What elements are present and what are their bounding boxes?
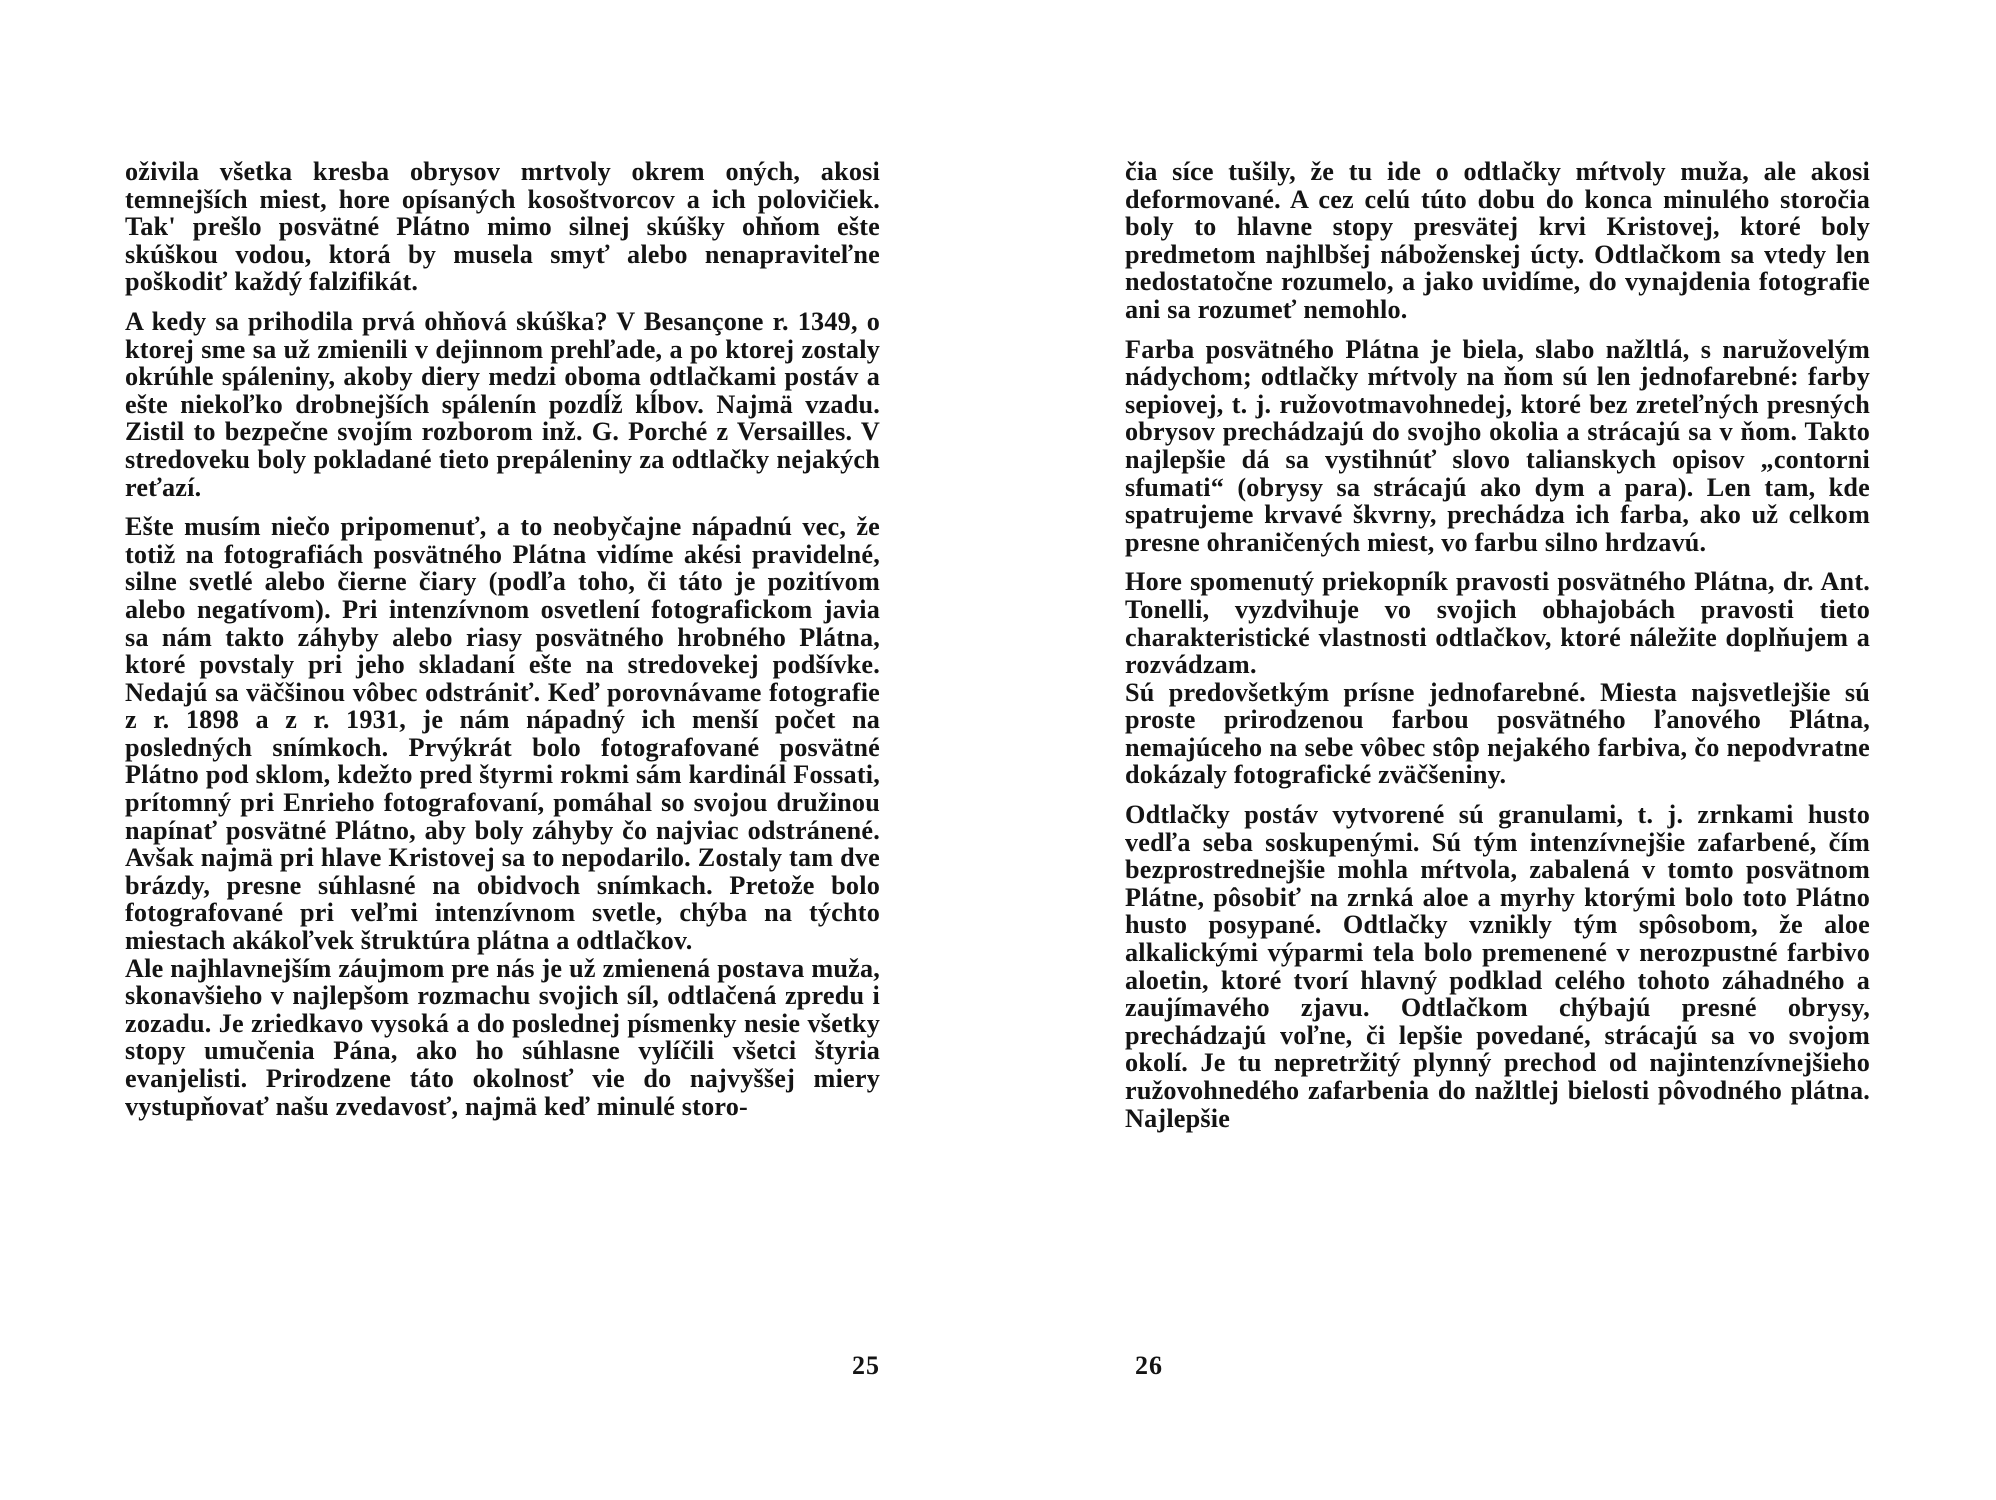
right-paragraph-2: Farba posvätného Plátna je biela, slabo nažltlá, s naružovelým nádychom; odtlačky mŕtvoly na ňom sú len jednofarebné: farby sepiovej, t. j. ružovotmavohnedej, ktoré bez zreteľných presných obrysov prechádzajú do svojho okolia a strácajú sa v ňom. Takto najlepšie dá sa vystihnúť slovo talianskych opisov „contorni sfumati“ (obrysy sa strácajú ako dym a para). Len tam, kde spatrujeme krvavé škvrny, prechádza ich farba, ako už celkom presne ohraničených miest, vo farbu silno hrdzavú. [1125, 334, 1870, 557]
left-page-body [125, 158, 880, 1132]
right-page-number: 26 [1135, 1351, 1163, 1380]
right-page-body [1125, 158, 1870, 1144]
right-paragraph-4: Sú predovšetkým prísne jednofarebné. Miesta najsvetlejšie sú proste prirodzenou farbou posvätného ľanového Plátna, nemajúceho na sebe vôbec stôp nejakého farbiva, čo nepodvratne dokázaly fotografické zväčšeniny. [1125, 677, 1870, 790]
left-paragraph-4: Ale najhlavnejším záujmom pre nás je už zmienená postava muža, skonavšieho v najlepšom rozmachu svojich síl, odtlačená zpredu i zozadu. Je zriedkavo vysoká a do poslednej písmenky nesie všetky stopy umučenia Pána, ako ho súhlasne vylíčili všetci štyria evanjelisti. Prirodzene táto okolnosť vie do najvyššej miery vystupňovať našu zvedavosť, najmä keď minulé storo- [125, 953, 880, 1121]
right-paragraph-1: čia síce tušily, že tu ide o odtlačky mŕtvoly muža, ale akosi deformované. A cez celú túto dobu do konca minulého storočia boly to hlavne stopy presvätej krvi Kristovej, ktoré boly predmetom najhlbšej náboženskej úcty. Odtlačkom sa vtedy len nedostatočne rozumelo, a jako uvidíme, do vynajdenia fotografie ani sa rozumeť nemohlo. [1125, 157, 1870, 324]
right-paragraph-5: Odtlačky postáv vytvorené sú granulami, t. j. zrnkami husto vedľa seba soskupenými. Sú tým intenzívnejšie zafarbené, čím bezprostrednejšie mohla mŕtvola, zabalená v tomto posvätnom Plátne, pôsobiť na zrnká aloe a myrhy ktorými bolo toto Plátno husto posypané. Odtlačky vznikly tým spôsobom, že aloe alkalickými výparmi tela bolo premenené v nerozpustné farbivo aloetin, ktoré tvorí hlavný podklad celého tohoto záhadného a zaujímavého zjavu. Odtlačkom chýbajú presné obrysy, prechádzajú voľne, či lepšie povedané, strácajú sa vo svojom okolí. Je tu nepretržitý plynný prechod od najintenzívnejšieho ružovohnedého zafarbenia do nažltlej bielosti pôvodného plátna. Najlepšie [1125, 800, 1870, 1133]
left-paragraph-1: oživila všetka kresba obrysov mrtvoly okrem oných, akosi temnejších miest, hore opísaných kosoštvorcov a ich polovičiek. Tak' prešlo posvätné Plátno mimo silnej skúšky ohňom ešte skúškou vodou, ktorá by musela smyť alebo nenapraviteľne poškodiť každý falzifikát. [125, 157, 880, 297]
left-paragraph-2: A kedy sa prihodila prvá ohňová skúška? V Besançone r. 1349, o ktorej sme sa už zmienili v dejinnom prehľade, a po ktorej zostaly okrúhle spáleniny, akoby diery medzi oboma odtlačkami postáv a ešte niekoľko drobnejších spálenín pozdĺž kĺbov. Najmä vzadu. Zistil to bezpečne svojím rozborom inž. G. Porché z Versailles. V stredoveku boly pokladané tieto prepáleniny za odtlačky nejakých reťazí. [125, 306, 880, 502]
right-page [1125, 158, 1870, 1458]
left-page-number: 25 [852, 1351, 880, 1380]
left-page [125, 158, 880, 1458]
right-paragraph-3: Hore spomenutý priekopník pravosti posvätného Plátna, dr. Ant. Tonelli, vyzdvihuje vo svojich obhajobách pravosti tieto charakteristické vlastnosti odtlačkov, ktoré náležite doplňujem a rozvádzam. [1125, 567, 1870, 680]
left-paragraph-3: Ešte musím niečo pripomenuť, a to neobyčajne nápadnú vec, že totiž na fotografiách posvätného Plátna vidíme akési pravidelné, silne svetlé alebo čierne čiary (podľa toho, či táto je pozitívom alebo negatívom). Pri intenzívnom osvetlení fotografickom javia sa nám takto záhyby alebo riasy posvätného hrobného Plátna, ktoré povstaly pri jeho skladaní ešte na stredovekej podšívke. Nedajú sa väčšinou vôbec odstrániť. Keď porovnávame fotografie z r. 1898 a z r. 1931, je nám nápadný ich menší počet na posledných snímkoch. Prvýkrát bolo fotografované posvätné Plátno pod sklom, kdežto pred štyrmi rokmi sám kardinál Fossati, prítomný pri Enrieho fotografovaní, pomáhal so svojou družinou napínať posvätné Plátno, aby boly záhyby čo najviac odstránené. Avšak najmä pri hlave Kristovej sa to nepodarilo. Zostaly tam dve brázdy, presne súhlasné na obidvoch snímkach. Pretože bolo fotografované pri veľmi intenzívnom svetle, chýba na týchto miestach akákoľvek štruktúra plátna a odtlačkov. [125, 512, 880, 956]
